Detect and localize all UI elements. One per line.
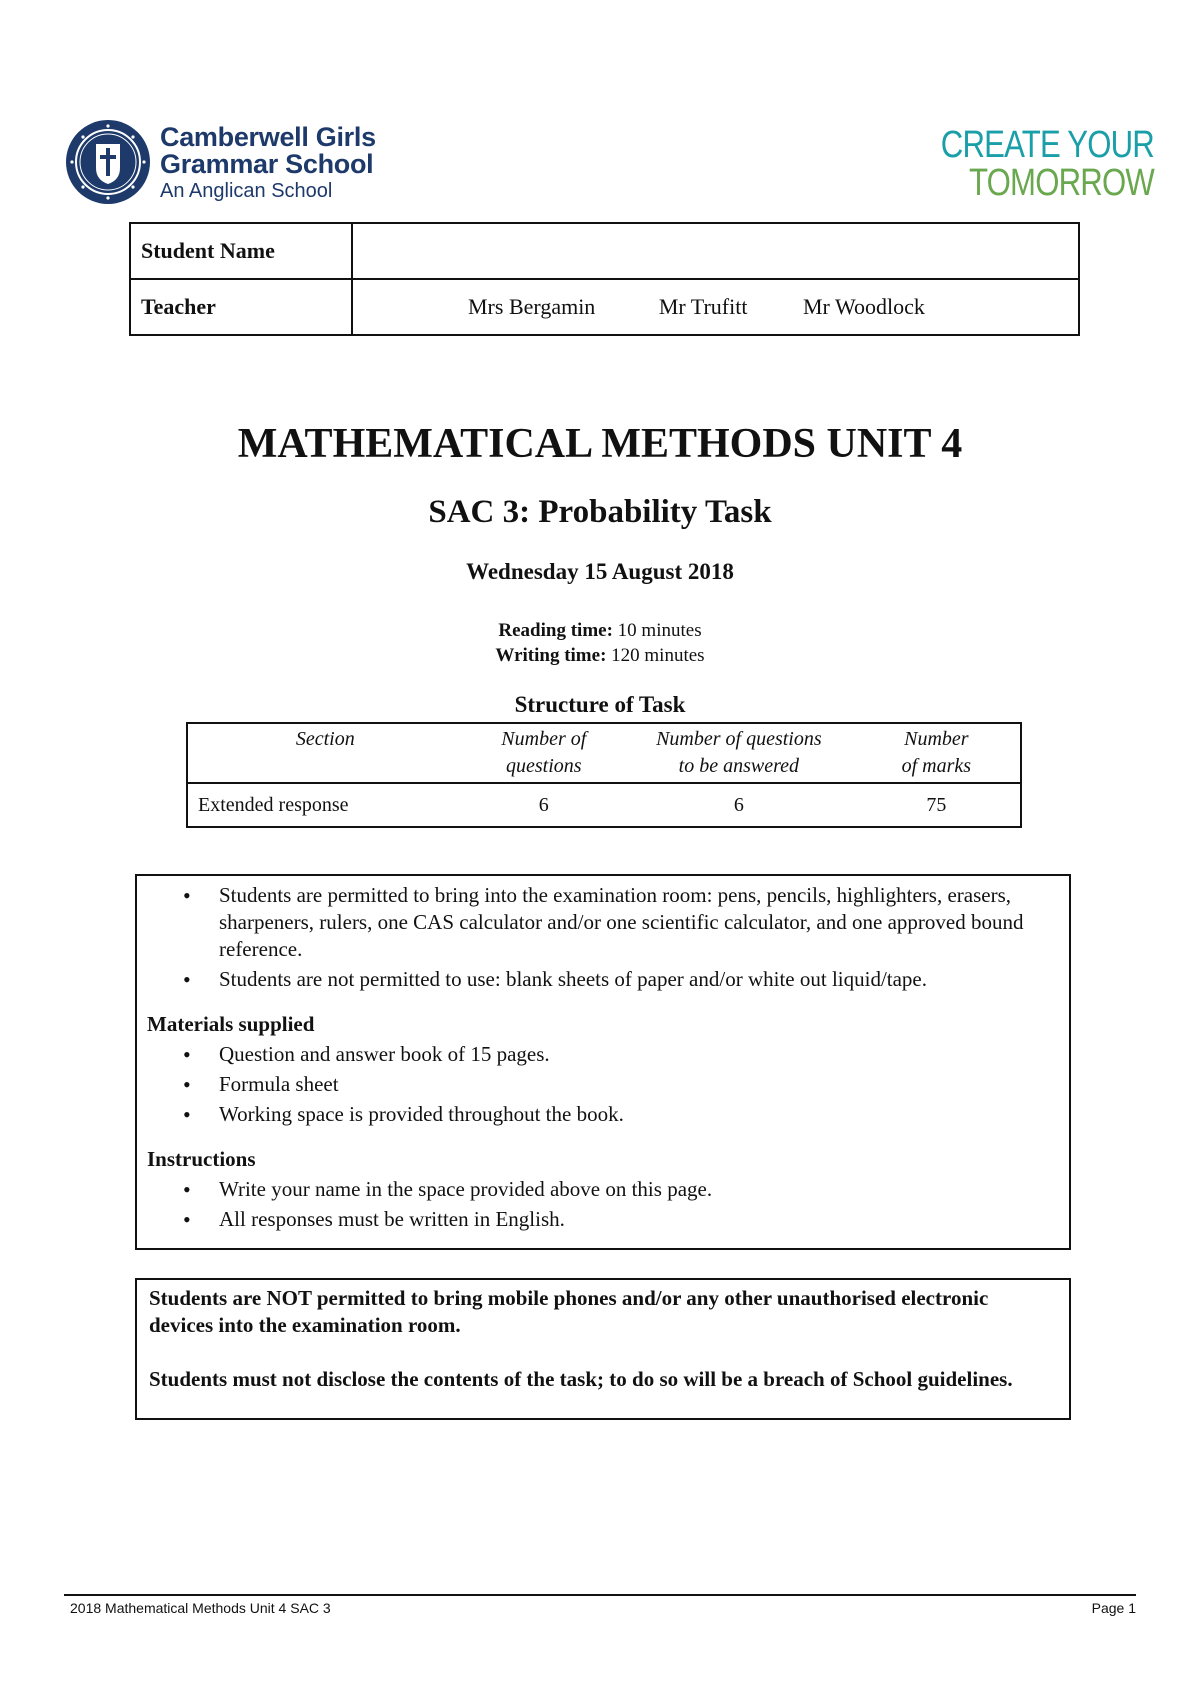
col-to-answer-line1: Number of questions xyxy=(656,728,822,750)
footer-divider xyxy=(64,1594,1136,1596)
structure-header-row xyxy=(187,723,1021,783)
structure-heading: Structure of Task xyxy=(514,692,686,717)
col-num-questions-line2: questions xyxy=(506,755,582,777)
info-box xyxy=(135,874,1071,1250)
warning-devices: Students are NOT permitted to bring mobile phones and/or any other unauthorised electronic devices into the examination room. xyxy=(149,1286,989,1337)
teacher-options xyxy=(352,279,1079,335)
list-item: • Students are permitted to bring into the examination room: pens, pencils, highlighters, erasers, sharpeners, rulers, one CAS calculator and/or one scientific calculator, and one approved bound reference. xyxy=(219,882,1059,963)
exam-date: Wednesday 15 August 2018 xyxy=(466,559,734,584)
instructions-list xyxy=(147,1176,1059,1233)
student-name-field[interactable] xyxy=(352,223,1079,279)
structure-table xyxy=(186,722,1022,828)
col-marks-line2: of marks xyxy=(901,755,972,777)
student-name-label: Student Name xyxy=(130,223,352,279)
cell-marks: 75 xyxy=(926,793,947,816)
reading-time xyxy=(0,620,1200,642)
page-number: Page 1 xyxy=(1091,1600,1136,1616)
list-item: • Write your name in the space provided above on this page. xyxy=(219,1176,1059,1203)
list-item: • Students are not permitted to use: blank sheets of paper and/or white out liquid/tape. xyxy=(219,966,1059,993)
list-item: • Working space is provided throughout the book. xyxy=(219,1101,1059,1128)
materials-heading: Materials supplied xyxy=(147,1012,315,1036)
tagline xyxy=(941,126,1154,202)
col-marks-line1: Number xyxy=(904,728,969,750)
school-name xyxy=(160,124,376,204)
reading-time-value: 10 minutes xyxy=(617,620,702,641)
writing-time-value: 120 minutes xyxy=(611,645,705,666)
list-item: • Formula sheet xyxy=(219,1071,1059,1098)
document-title: MATHEMATICAL METHODS UNIT 4 xyxy=(237,421,963,467)
cell-answered: 6 xyxy=(733,793,744,816)
cell-questions: 6 xyxy=(538,793,549,816)
school-name-line2: Grammar School xyxy=(160,149,374,179)
student-table xyxy=(129,222,1080,336)
materials-list xyxy=(147,1041,1059,1128)
tagline-line2: TOMORROW xyxy=(969,162,1154,204)
reading-time-label: Reading time: xyxy=(498,620,613,641)
school-crest-icon xyxy=(64,118,152,206)
teacher-option[interactable]: Mr Woodlock xyxy=(802,294,925,319)
teacher-option[interactable]: Mrs Bergamin xyxy=(468,294,596,319)
school-name-line3: An Anglican School xyxy=(160,180,333,202)
cell-section: Extended response xyxy=(198,793,349,816)
document-subtitle: SAC 3: Probability Task xyxy=(428,494,772,530)
col-num-questions xyxy=(463,723,625,783)
writing-time xyxy=(0,645,1200,667)
instructions-heading: Instructions xyxy=(147,1147,256,1171)
tagline-line1: CREATE YOUR xyxy=(940,124,1154,166)
col-to-answer-line2: to be answered xyxy=(678,755,800,777)
warning-box xyxy=(135,1278,1071,1420)
col-marks xyxy=(853,723,1021,783)
writing-time-label: Writing time: xyxy=(495,645,607,666)
col-to-answer xyxy=(625,723,853,783)
school-name-line1: Camberwell Girls xyxy=(160,122,376,152)
col-num-questions-line1: Number of xyxy=(501,728,587,750)
list-item: • All responses must be written in English. xyxy=(219,1206,1059,1233)
warning-disclosure: Students must not disclose the contents of the task; to do so will be a breach of School guidelines. xyxy=(149,1367,1013,1391)
col-section-label: Section xyxy=(295,728,355,750)
teacher-label: Teacher xyxy=(130,279,352,335)
list-item: • Question and answer book of 15 pages. xyxy=(219,1041,1059,1068)
teacher-option[interactable]: Mr Trufitt xyxy=(658,294,748,319)
permitted-list xyxy=(147,882,1059,993)
footer-title: 2018 Mathematical Methods Unit 4 SAC 3 xyxy=(70,1600,331,1616)
teacher-row xyxy=(130,279,1079,335)
col-section xyxy=(187,723,463,783)
table-row xyxy=(187,783,1021,827)
student-name-row xyxy=(130,223,1079,279)
